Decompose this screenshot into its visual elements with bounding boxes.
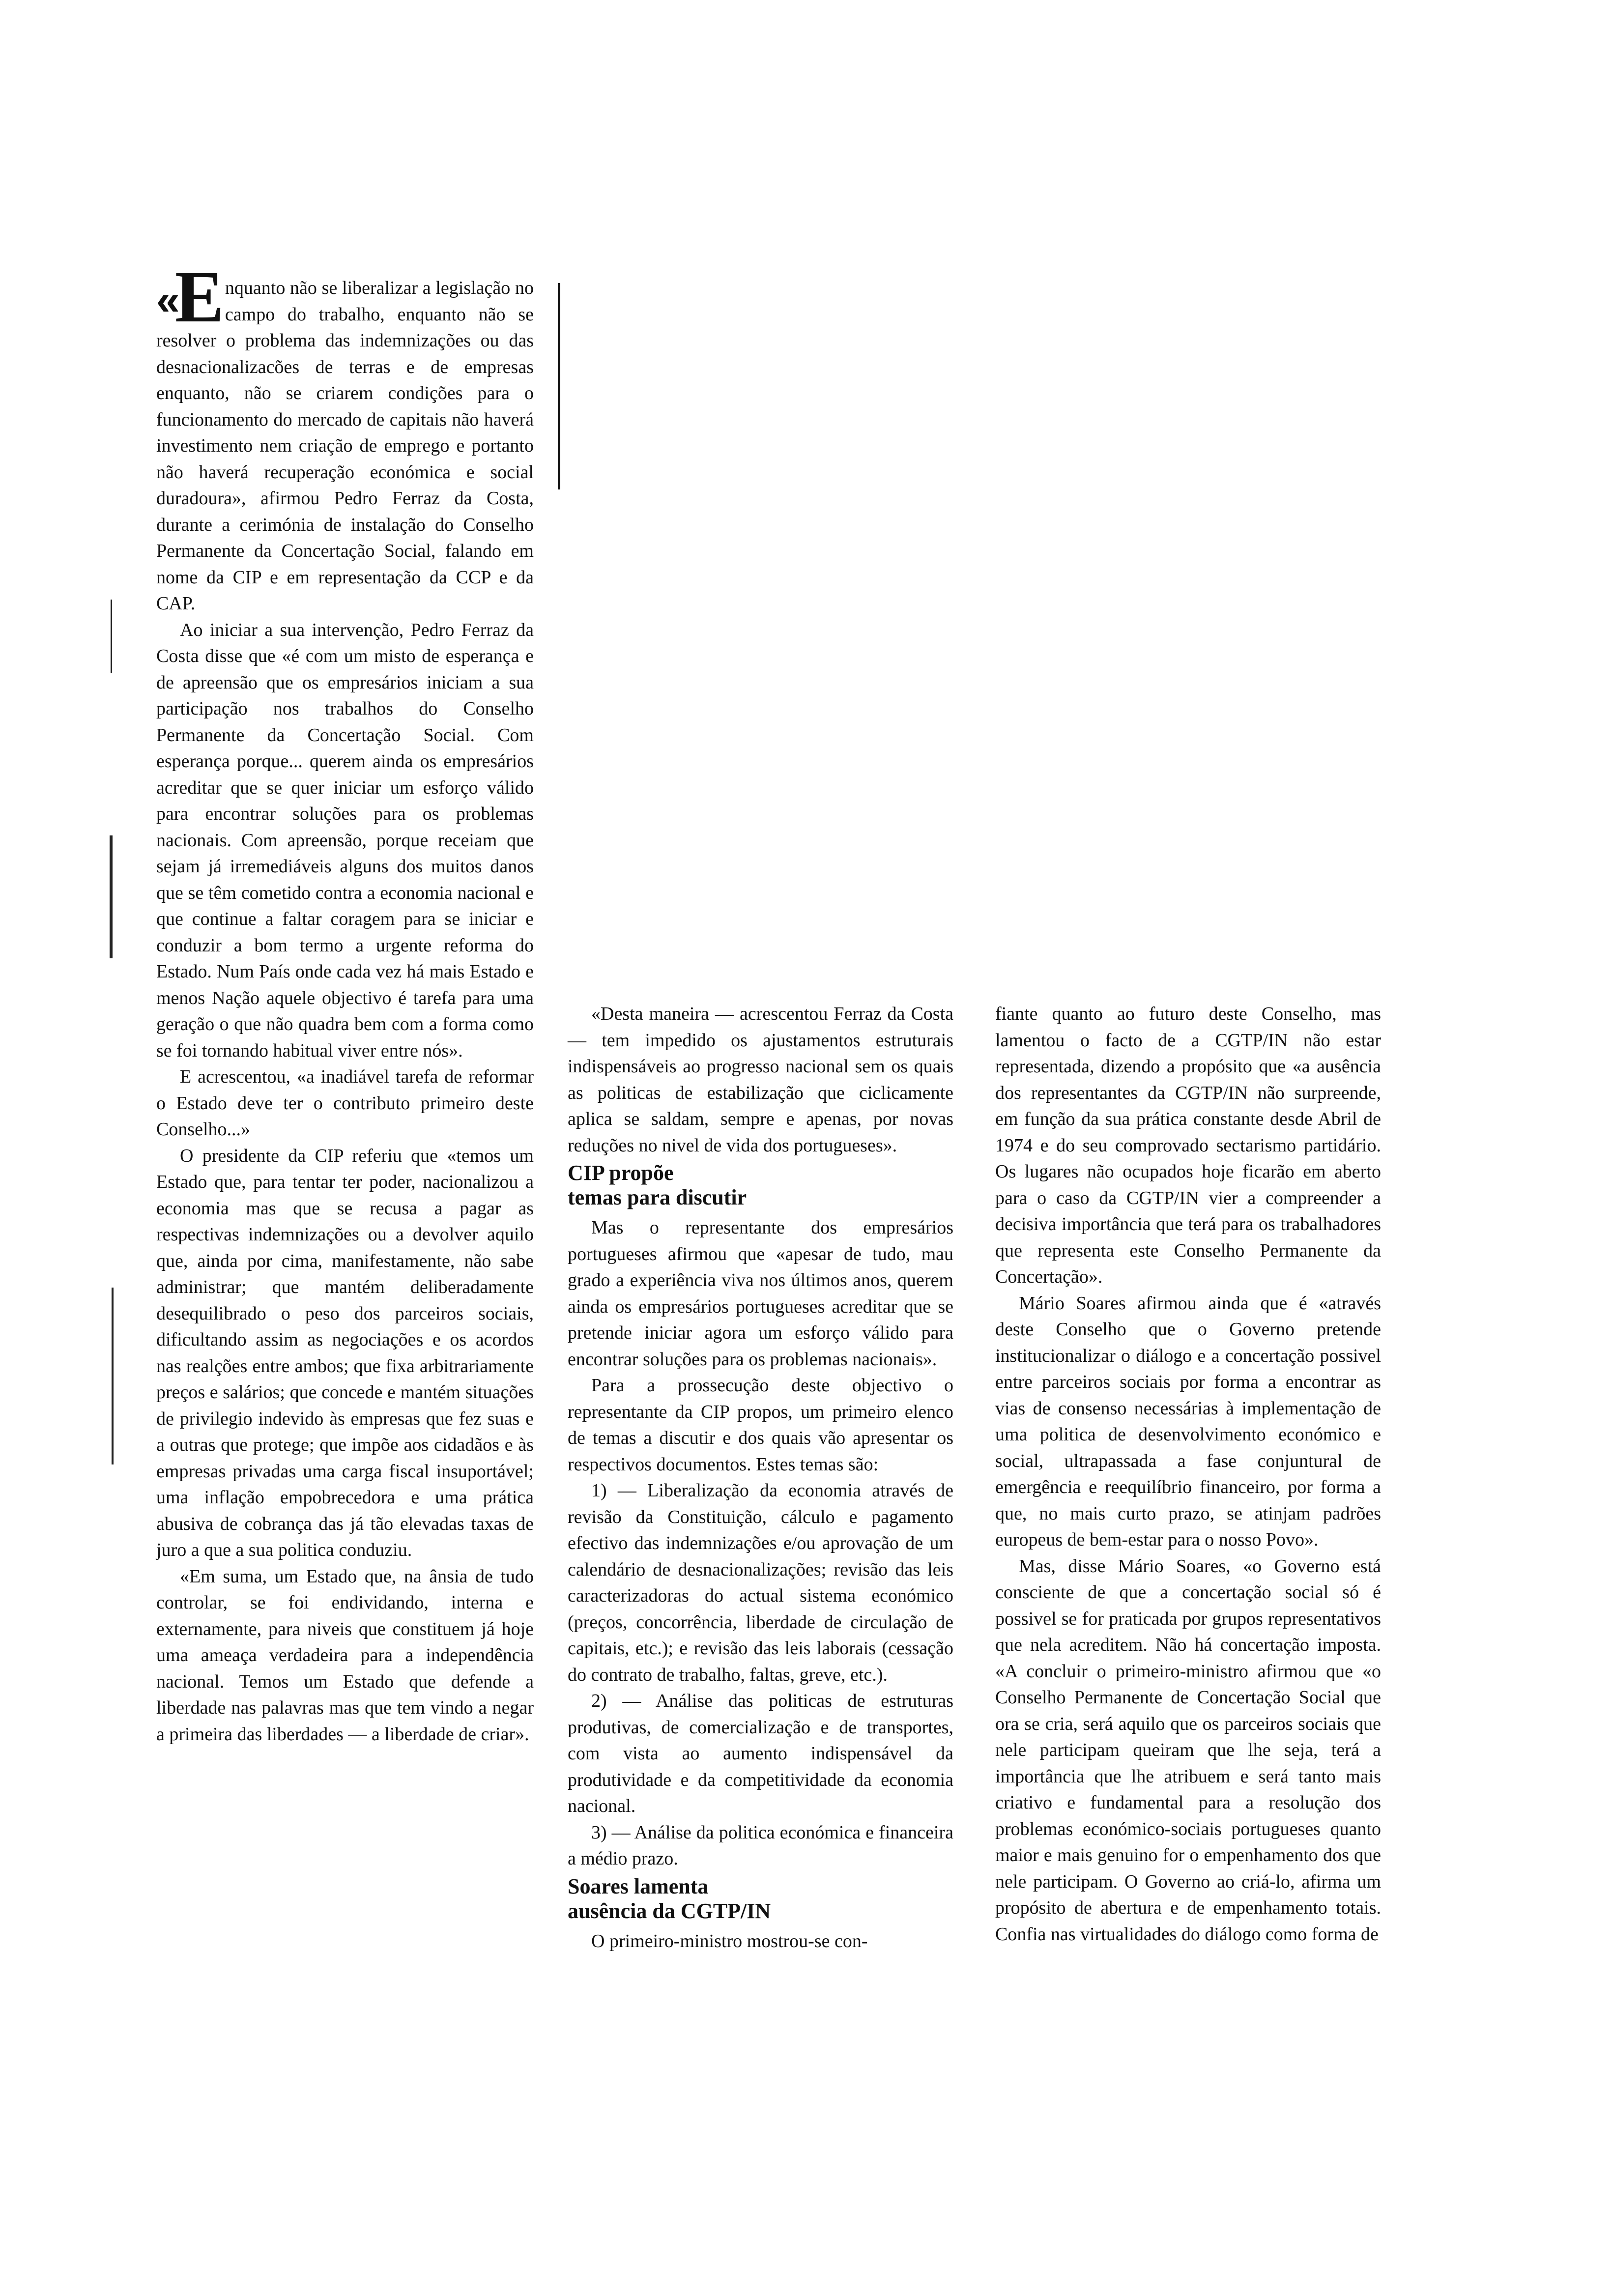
list-item-theme-2: 2) — Análise das politicas de estruturas produtivas, de comercialização e de transportes, com vista ao aumento indispensável da produtividade e da competitividade da economia nacional. — [568, 1691, 953, 1816]
lead-paragraph-text: nquanto não se liberalizar a legislação no campo do trabalho, enquanto não se resolver o problema das indemnizações ou das desnacionalizacões de terras e de empresas enquanto, não se criarem condições para o funcionamento do mercado de capitais não haverá investimento nem criação de emprego e portanto não haverá recuperação económica e social duradoura», afirmou Pedro Ferraz da Costa, durante a cerimónia de instalação do Conselho Permanente da Concertação Social, falando em nome da CIP e em representação da CCP e da CAP. — [156, 278, 534, 614]
paragraph: Mas, disse Mário Soares, «o Governo está consciente de que a concertação social só é possivel se for praticada por grupos representativos que nela acreditem. Não há concertação imposta. «A concluir o primeiro-ministro afirmou que «o Conselho Permanente de Concertação Social que ora se cria, será aquilo que os parceiros sociais que nele participam queiram que lhe seja, terá a importância que lhe atribuem e será tanto mais criativo e fundamental para a resolução dos problemas económico-sociais portugueses quanto maior e mais genuino for o empenhamento dos que nele participam. O Governo ao criá-lo, afirma um propósito de abertura e de empenhamento totais. Confia nas virtualidades do diálogo como forma de — [995, 1555, 1381, 1945]
paragraph: fiante quanto ao futuro deste Conselho, mas lamentou o facto de a CGTP/IN não estar representada, dizendo a propósito que «a ausência dos representantes da CGTP/IN não surpreende, em função da sua prática constante desde Abril de 1974 e do seu comprovado sectarismo partidário. Os lugares não ocupados hoje ficarão em aberto para o caso da CGTP/IN vier a compreender a decisiva importância que terá para os trabalhadores que representa este Conselho Permanente da Concertação». — [995, 1004, 1381, 1287]
paragraph: «Desta maneira — acrescentou Ferraz da Costa — tem impedido os ajustamentos estruturais indispensáveis ao progresso nacional sem os quais as politicas de estabilização que ciclicamente aplica se saldam, sempre e apenas, por novas reduções no nivel de vida dos portugueses». — [568, 1004, 953, 1156]
paragraph: Ao iniciar a sua intervenção, Pedro Ferraz da Costa disse que «é com um misto de esperança e de apreensão que os empresários iniciam a sua participação nos trabalhos do Conselho Permanente da Concertação Social. Com esperança porque... querem ainda os empresários acreditar que se quer iniciar um esforço válido para encontrar soluções para os problemas nacionais. Com apreensão, porque receiam que sejam já irremediáveis alguns dos muitos danos que se têm cometido contra a economia nacional e que continue a faltar coragem para se iniciar e conduzir a bom termo a urgente reforma do Estado. Num País onde cada vez há mais Estado e menos Nação aquele objectivo é tarefa para uma geração o que não quadra bem com a forma como se foi tornando habitual viver entre nós». — [156, 619, 534, 1061]
margin-scan-artifacts — [106, 600, 120, 1484]
article-column-1 — [156, 256, 534, 1748]
subheading-line: Soares lamenta — [568, 1874, 709, 1898]
opening-quote-mark: « — [156, 277, 175, 324]
article-column-3 — [995, 1001, 1381, 1948]
subheading-line: ausência da CGTP/IN — [568, 1898, 771, 1923]
column-rule — [558, 283, 560, 489]
drop-cap — [156, 256, 224, 338]
list-item-theme-3: 3) — Análise da politica económica e financeira a médio prazo. — [568, 1822, 953, 1869]
paragraph: E acrescentou, «a inadiável tarefa de reformar o Estado deve ter o contributo primeiro deste Conselho...» — [156, 1066, 534, 1140]
drop-cap-letter: E — [174, 256, 224, 338]
lead-paragraph — [156, 256, 534, 617]
paragraph: Mário Soares afirmou ainda que é «através deste Conselho que o Governo pretende institucionalizar o diálogo e a concertação possivel entre parceiros sociais por forma a encontrar as vias de consenso necessárias à implementação de uma politica de desenvolvimento económico e social, ultrapassada a fase conjuntural de emergência e reequilíbrio financeiro, por forma a que, no mais curto prazo, se atinjam padrões europeus de bem-estar para o nosso Povo». — [995, 1292, 1381, 1550]
subheading-line: temas para discutir — [568, 1185, 747, 1209]
subheading-line: CIP propõe — [568, 1161, 674, 1185]
article-column-2 — [568, 1001, 953, 1954]
list-item-theme-1: 1) — Liberalização da economia através de revisão da Constituição, cálculo e pagamento efectivo das indemnizações e/ou aprovação de um calendário de desnacionalizações; revisão das leis caracterizadoras do actual sistema económico (preços, concorrência, liberdade de circulação de capitais, etc.); e revisão das leis laborais (cessação do contrato de trabalho, faltas, greve, etc.). — [568, 1480, 953, 1685]
paragraph: Para a prossecução deste objectivo o representante da CIP propos, um primeiro elenco de temas a discutir e dos quais vão apresentar os respectivos documentos. Estes temas são: — [568, 1375, 953, 1475]
paragraph: O presidente da CIP referiu que «temos um Estado que, para tentar ter poder, nacionalizou a economia mas que se recusa a pagar as respectivas indemnizações ou a devolver aquilo que, ainda por cima, manifestamente, não sabe administrar; que mantém deliberadamente desequilibrado o peso dos parceiros sociais, dificultando assim as negociações e os acordos nas realções entre ambos; que fixa arbitrariamente preços e salários; que concede e mantém situações de privilegio indevido às empresas que fez suas e a outras que protege; que impõe aos cidadãos e às empresas privadas uma carga fiscal insuportável; uma inflação empobrecedora e uma prática abusiva de cobrança das já tão elevadas taxas de juro a que a sua politica conduziu. — [156, 1145, 534, 1560]
subheading-cip — [568, 1161, 953, 1210]
paragraph: Mas o representante dos empresários portugueses afirmou que «apesar de tudo, mau grado a experiência viva nos últimos anos, querem ainda os empresários portugueses acreditar que se pretende iniciar agora um esforço válido para encontrar soluções para os problemas nacionais». — [568, 1217, 953, 1370]
subheading-soares — [568, 1874, 953, 1923]
paragraph: «Em suma, um Estado que, na ânsia de tudo controlar, se foi endividando, interna e externamente, para niveis que constituem já hoje uma ameaça verdadeira para a independência nacional. Temos um Estado que defende a liberdade nas palavras mas que tem vindo a negar a primeira das liberdades — a liberdade de criar». — [156, 1566, 534, 1745]
paragraph: O primeiro-ministro mostrou-se con- — [591, 1930, 868, 1952]
